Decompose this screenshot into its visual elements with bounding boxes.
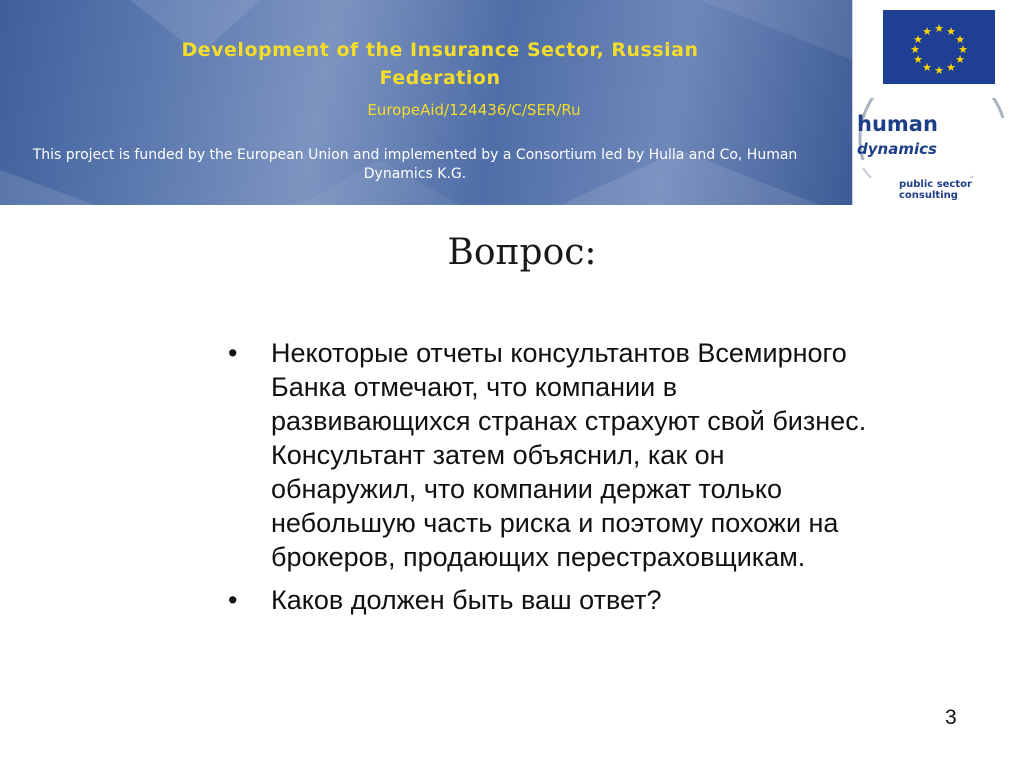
svg-text:★: ★	[913, 53, 923, 66]
header-banner	[0, 0, 852, 205]
svg-text:★: ★	[934, 22, 944, 35]
project-reference: EuropeAid/124436/C/SER/Ru	[367, 101, 581, 119]
svg-text:★: ★	[913, 33, 923, 46]
slide-title: Вопрос:	[447, 232, 597, 273]
bullet-text: Некоторые отчеты консультантов Всемирного Банка отмечают, что компании в развивающихся странах страхуют свой бизнес. Консультант затем объяснил, как он обнаружил, что компании держат только небольшую часть риска и поэтому похожи на брокеров, продающих перестраховщикам.	[271, 338, 867, 572]
bullet-dot-icon: •	[228, 585, 238, 615]
svg-text:★: ★	[955, 53, 965, 66]
bullet-dot-icon: •	[228, 338, 238, 368]
svg-text:★: ★	[955, 33, 965, 46]
bullet-list	[228, 336, 868, 626]
eu-flag-icon	[883, 10, 995, 84]
hd-logo-tagline: public sector consulting	[899, 179, 972, 201]
bullet-item	[228, 583, 868, 617]
svg-text:★: ★	[922, 25, 932, 38]
hd-logo-line1: human	[857, 112, 938, 136]
svg-text:★: ★	[934, 64, 944, 77]
svg-text:★: ★	[958, 43, 968, 56]
project-title: Development of the Insurance Sector, Russian Federation	[181, 39, 699, 89]
bullet-text: Каков должен быть ваш ответ?	[271, 585, 662, 615]
funding-statement: This project is funded by the European Union and implemented by a Consortium led by Hulla and Co, Human Dynamics K.G.	[32, 147, 798, 182]
svg-text:★: ★	[910, 43, 920, 56]
svg-text:★: ★	[946, 61, 956, 74]
svg-text:★: ★	[922, 61, 932, 74]
hd-logo-line2: dynamics	[857, 140, 937, 158]
svg-text:★: ★	[946, 25, 956, 38]
bullet-item	[228, 336, 868, 574]
logo-panel	[852, 0, 1024, 205]
page-number: 3	[945, 706, 957, 729]
human-dynamics-logo	[853, 98, 1024, 178]
